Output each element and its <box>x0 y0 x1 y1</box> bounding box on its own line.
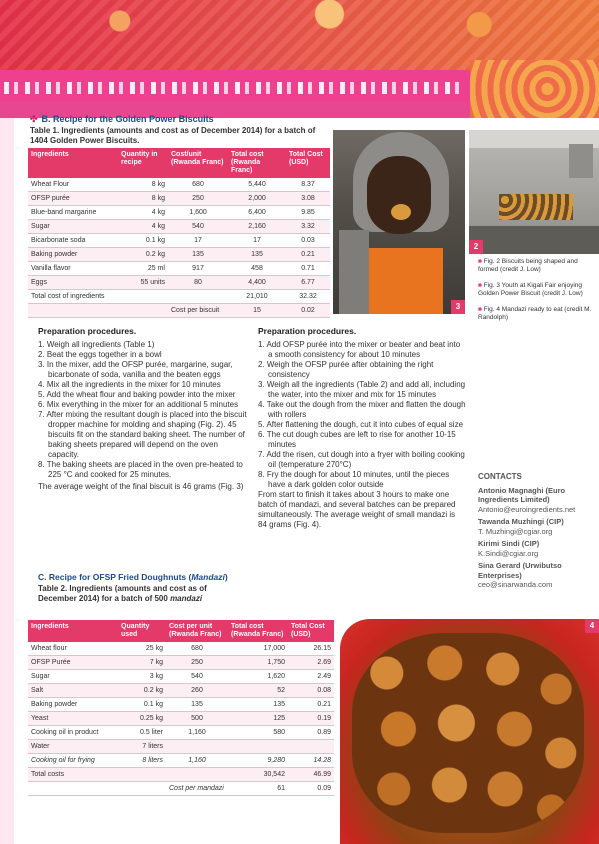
table-row <box>28 726 334 740</box>
th-total-cost: Total cost (Rwanda Franc) <box>228 620 288 642</box>
list-item: 4. Mix all the ingredients in the mixer for 10 minutes <box>38 380 221 389</box>
table-row <box>28 642 334 656</box>
cell: 0.89 <box>288 726 334 740</box>
contact-email[interactable]: T. Muzhingi@cgiar.org <box>478 526 553 536</box>
cell: 9.85 <box>286 206 330 220</box>
list-item: 3. Weigh all the ingredients (Table 2) and add all, including the water, into the mixer and mix for 15 minutes <box>258 380 466 399</box>
list-item: 6. Mix everything in the mixer for an additional 5 minutes <box>38 400 239 409</box>
cell <box>28 304 168 318</box>
total-label: Total costs <box>28 768 228 782</box>
cell: 580 <box>228 726 288 740</box>
total-label: Total cost of ingredients <box>28 290 228 304</box>
table-header-row <box>28 620 334 642</box>
cell: Vanilla flavor <box>28 262 118 276</box>
flower-icon: ✣ <box>30 114 38 124</box>
total-usd: 46.99 <box>288 768 334 782</box>
list-item: 6. The cut dough cubes are left to rise for another 10-15 minutes <box>258 430 456 449</box>
list-item: 5. Add the wheat flour and baking powder into the mixer <box>38 390 236 399</box>
table-row <box>28 754 334 768</box>
cell: 917 <box>168 262 228 276</box>
cell: 0.21 <box>288 698 334 712</box>
cell: 52 <box>228 684 288 698</box>
banner-right-pattern <box>470 60 599 118</box>
cell: 2.49 <box>288 670 334 684</box>
cell: 0.2 kg <box>118 248 168 262</box>
prep-closing: From start to finish it takes about 3 hours to make one batch of mandazi, and several batches can be prepared simultaneously. The average weight of small mandazi is 84 grams (Fig. 4). <box>258 490 456 529</box>
caption-fig2: ■ Fig. 2 Biscuits being shaped and formed (credit J. Low) <box>478 258 578 273</box>
per-unit-label: Cost per biscuit <box>168 304 228 318</box>
table-row <box>28 670 334 684</box>
table2-caption: Table 2. Ingredients (amounts and cost as of December 2014) for a batch of 500 mandazi <box>38 584 207 603</box>
cell: 0.19 <box>288 712 334 726</box>
cell: Salt <box>28 684 118 698</box>
table-row <box>28 248 330 262</box>
cell: 135 <box>228 248 286 262</box>
cell: 1,600 <box>168 206 228 220</box>
cell: OFSP purée <box>28 192 118 206</box>
cell: 540 <box>166 670 228 684</box>
cell: 26.15 <box>288 642 334 656</box>
list-item: 4. Take out the dough from the mixer and flatten the dough with rollers <box>258 400 466 419</box>
contact-name: Tawanda Muzhingi (CIP) <box>478 517 564 526</box>
total-usd: 32.32 <box>286 290 330 304</box>
cell: 9,280 <box>228 754 288 768</box>
cell: 55 units <box>118 276 168 290</box>
sleeve-shape <box>339 230 369 314</box>
contact-name: Antonio Magnaghi (Euro Ingredients Limited) <box>478 485 566 504</box>
cell: 17,000 <box>228 642 288 656</box>
figure-number-badge: 4 <box>585 619 599 633</box>
cell: 8 kg <box>118 192 168 206</box>
bullet-icon: ■ <box>478 258 484 265</box>
cell: 0.5 liter <box>118 726 166 740</box>
th-cost-unit: Cost/unit (Rwanda Franc) <box>168 148 228 178</box>
cell: 1,750 <box>228 656 288 670</box>
list-item: 2. Weigh the OFSP purée after obtaining the right consistency <box>258 360 434 379</box>
table-row <box>28 656 334 670</box>
cell: Bicarbonate soda <box>28 234 118 248</box>
face-shape <box>367 156 431 234</box>
cell: 680 <box>166 642 228 656</box>
cell: 3.08 <box>286 192 330 206</box>
cell: 135 <box>166 698 228 712</box>
table-total-row <box>28 290 330 304</box>
cell: Eggs <box>28 276 118 290</box>
cell <box>228 740 288 754</box>
cell: 2,160 <box>228 220 286 234</box>
contact-name: Kirimi Sindi (CIP) <box>478 539 540 548</box>
cell: 135 <box>168 248 228 262</box>
table-header-row <box>28 148 330 178</box>
table-per-unit-row <box>28 782 334 796</box>
per-unit-label: Cost per mandazi <box>166 782 228 796</box>
cell: 260 <box>166 684 228 698</box>
cell: 7 kg <box>118 656 166 670</box>
cell: Sugar <box>28 220 118 234</box>
section-c-title: C. Recipe for OFSP Fried Doughnuts (Mandazi) <box>38 572 228 582</box>
contact-name: Sina Gerard (Urwibutso Enterprises) <box>478 561 562 580</box>
cell <box>288 740 334 754</box>
prep-steps-list <box>258 340 466 490</box>
cell: 1,620 <box>228 670 288 684</box>
cell: 8 kg <box>118 178 168 192</box>
th-ingredients: Ingredients <box>28 620 118 642</box>
cell: 0.08 <box>288 684 334 698</box>
cell: 17 <box>228 234 286 248</box>
figure-number-badge: 2 <box>469 240 483 254</box>
table-row <box>28 262 330 276</box>
cell: 0.1 kg <box>118 698 166 712</box>
cell: Yeast <box>28 712 118 726</box>
table-total-row <box>28 768 334 782</box>
cell: Wheat Flour <box>28 178 118 192</box>
cell: 8 liters <box>118 754 166 768</box>
cell: 0.71 <box>286 262 330 276</box>
cell: 135 <box>228 698 288 712</box>
list-item: 7. Add the risen, cut dough into a fryer with boiling cooking oil (temperature 270°C) <box>258 450 465 469</box>
cell: 680 <box>168 178 228 192</box>
prep-steps-list <box>38 340 250 480</box>
cell: 0.1 kg <box>118 234 168 248</box>
caption-fig3: ■ Fig. 3 Youth at Kigali Fair enjoying Golden Power Biscuit (credit J. Low) <box>478 282 583 297</box>
cell: 17 <box>168 234 228 248</box>
cell: 0.2 kg <box>118 684 166 698</box>
cell: Blue-band margarine <box>28 206 118 220</box>
biscuit-shape <box>391 204 411 220</box>
cell: 1,160 <box>166 754 228 768</box>
control-panel-shape <box>569 144 593 178</box>
section-b-title: ✣ B. Recipe for the Golden Power Biscuits <box>30 114 214 124</box>
cell: 250 <box>166 656 228 670</box>
cell: 500 <box>166 712 228 726</box>
cell: 6.77 <box>286 276 330 290</box>
cell: 4 kg <box>118 220 168 234</box>
cell: 2.69 <box>288 656 334 670</box>
cell: 125 <box>228 712 288 726</box>
cell: 458 <box>228 262 286 276</box>
cell: 250 <box>168 192 228 206</box>
table-row <box>28 740 334 754</box>
list-item: 8. The baking sheets are placed in the oven pre-heated to 225 °C and cooked for 25 minutes. <box>38 460 243 479</box>
list-item: 3. In the mixer, add the OFSP purée, margarine, sugar, bicarbonate of soda, vanilla and the beaten eggs <box>38 360 233 379</box>
cell: 3.32 <box>286 220 330 234</box>
photo-mandazi-bowl <box>340 619 599 844</box>
cell: 4 kg <box>118 206 168 220</box>
th-quantity: Quantity in recipe <box>118 148 168 178</box>
cell: 25 kg <box>118 642 166 656</box>
table-row <box>28 276 330 290</box>
banner-dot-pattern <box>4 82 464 94</box>
cell: 540 <box>168 220 228 234</box>
table1-caption: Table 1. Ingredients (amounts and cost as of December 2014) for a batch of 1404 Golden Power Biscuits. <box>30 126 316 145</box>
per-unit-rwf: 15 <box>228 304 286 318</box>
contact-email[interactable]: ceo@sinarwanda.com <box>478 580 553 589</box>
cell: 7 liters <box>118 740 166 754</box>
list-item: 8. Fry the dough for about 10 minutes, until the pieces have a dark golden color outside <box>258 470 450 489</box>
total-rwf: 21,010 <box>228 290 286 304</box>
table-row <box>28 712 334 726</box>
cell: 14.28 <box>288 754 334 768</box>
biscuit-preparation <box>38 326 250 492</box>
per-unit-usd: 0.02 <box>286 304 330 318</box>
table-row <box>28 192 330 206</box>
cell: 2,000 <box>228 192 286 206</box>
prep-heading: Preparation procedures. <box>258 326 357 336</box>
cell: OFSP Purée <box>28 656 118 670</box>
prep-heading: Preparation procedures. <box>38 326 137 336</box>
cell: 5,440 <box>228 178 286 192</box>
machine-base <box>469 226 599 254</box>
cell: 1,160 <box>166 726 228 740</box>
table-per-unit-row <box>28 304 330 318</box>
bullet-icon: ■ <box>478 306 484 313</box>
list-item: 7. After mixing the resultant dough is placed into the biscuit dropper machine for molding and shaping (Fig. 2). 45 biscuits fit on the standard baking sheet. The number of baking sheets prepared will depend on the oven capacity. <box>38 410 247 459</box>
cell: Sugar <box>28 670 118 684</box>
th-ingredients: Ingredients <box>28 148 118 178</box>
cell: 80 <box>168 276 228 290</box>
cell: Cooking oil for frying <box>28 754 118 768</box>
th-total-usd: Total Cost (USD) <box>286 148 330 178</box>
th-cost-unit: Cost per unit (Rwanda Franc) <box>166 620 228 642</box>
mandazi-preparation <box>258 326 466 530</box>
cell <box>28 782 166 796</box>
table-row <box>28 178 330 192</box>
prep-closing: The average weight of the final biscuit is 46 grams (Fig. 3) <box>38 482 244 491</box>
cell: Water <box>28 740 118 754</box>
cell: Wheat flour <box>28 642 118 656</box>
cell: 0.21 <box>286 248 330 262</box>
table-row <box>28 206 330 220</box>
table-row <box>28 234 330 248</box>
list-item: 2. Beat the eggs together in a bowl <box>38 350 162 359</box>
cell: 25 ml <box>118 262 168 276</box>
figure-number-badge: 3 <box>451 300 465 314</box>
cell <box>166 740 228 754</box>
mandazi-pile-shape <box>352 633 584 833</box>
th-quantity: Quantity used <box>118 620 166 642</box>
table-row <box>28 220 330 234</box>
table-row <box>28 698 334 712</box>
table2-ingredients <box>28 620 334 796</box>
table-row <box>28 684 334 698</box>
list-item: 5. After flattening the dough, cut it into cubes of equal size <box>258 420 464 429</box>
contact-email[interactable]: K.Sindi@cgiar.org <box>478 548 539 558</box>
cell: Baking powder <box>28 248 118 262</box>
biscuit-tray-shape <box>499 194 573 220</box>
per-unit-usd: 0.09 <box>288 782 334 796</box>
orange-shirt-shape <box>363 248 443 314</box>
bullet-icon: ■ <box>478 282 484 289</box>
photo-biscuit-machine <box>469 130 599 254</box>
photo-youth-eating-biscuit <box>333 130 465 314</box>
th-total-cost: Total cost (Rwanda Franc) <box>228 148 286 178</box>
contacts-block <box>478 472 596 590</box>
cell: Baking powder <box>28 698 118 712</box>
contact-email[interactable]: Antonio@euroingredients.net <box>478 504 576 514</box>
cell: 4,400 <box>228 276 286 290</box>
cell: 3 kg <box>118 670 166 684</box>
table1-ingredients <box>28 148 330 318</box>
caption-fig4: ■ Fig. 4 Mandazi ready to eat (credit M. Randolph) <box>478 306 592 321</box>
cell: 0.25 kg <box>118 712 166 726</box>
th-total-usd: Total Cost (USD) <box>288 620 334 642</box>
contacts-heading: CONTACTS <box>478 472 522 481</box>
cell: 0.03 <box>286 234 330 248</box>
per-unit-rwf: 61 <box>228 782 288 796</box>
list-item: 1. Add OFSP purée into the mixer or beater and beat into a smooth consistency for about 10 minutes <box>258 340 461 359</box>
list-item: 1. Weigh all ingredients (Table 1) <box>38 340 155 349</box>
total-rwf: 30,542 <box>228 768 288 782</box>
left-gutter <box>0 118 14 844</box>
decorative-banner <box>0 0 599 118</box>
cell: 6,400 <box>228 206 286 220</box>
cell: Cooking oil in product <box>28 726 118 740</box>
cell: 8.37 <box>286 178 330 192</box>
